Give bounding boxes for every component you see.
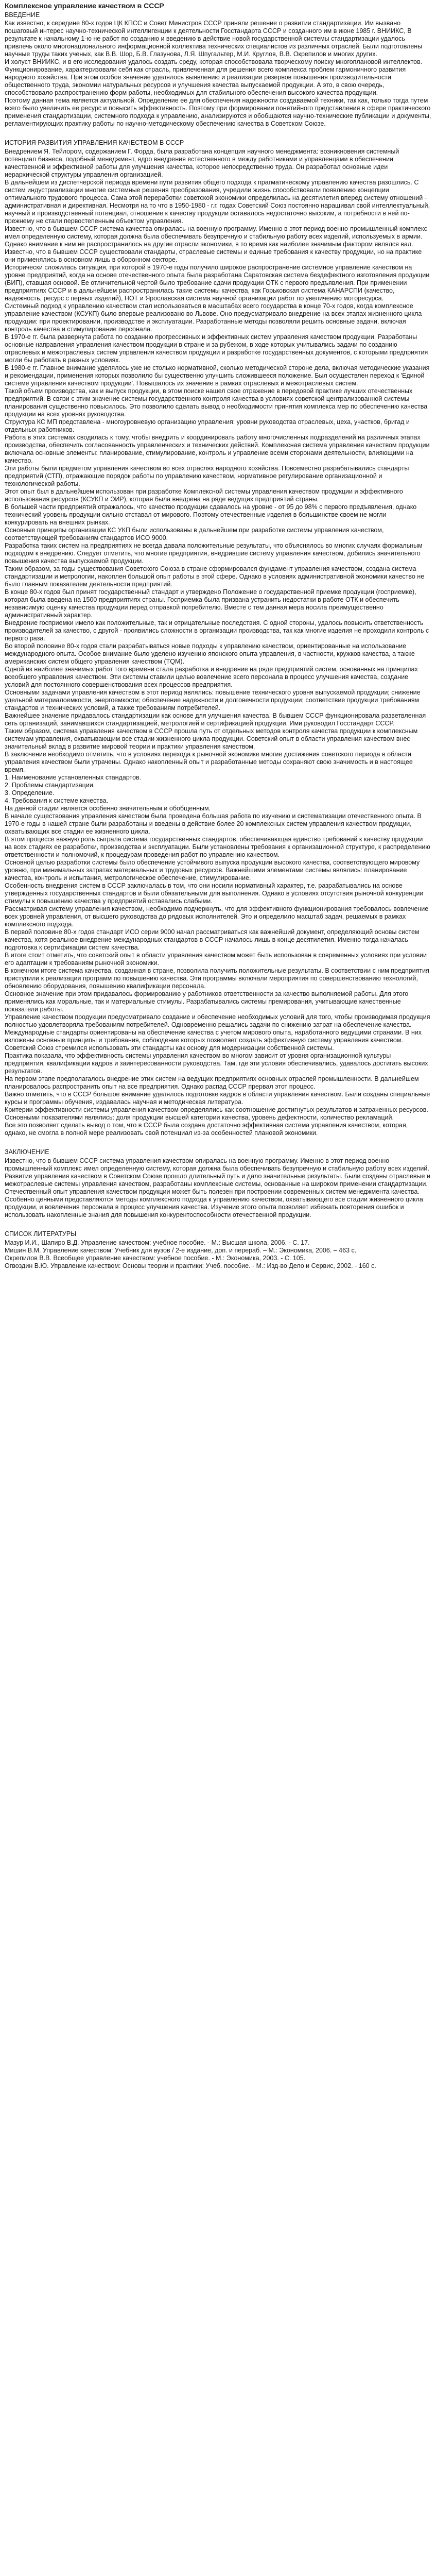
history-paragraph: Международные стандарты ориентированы на обеспечение качества с учетом мирового опыта, наработанного ведущими странами. В них изложены основные принципы и требования, соблюдение которых позволяет создать эффективную систему управления качеством. Советский Союз стремился использовать эти стандарты как основу для модернизации собственной системы. bbox=[5, 1029, 422, 1052]
history-paragraph: Системный подход к управлению качеством стал использоваться в масштабах всего государства в конце 70-х годов, когда комплексное управление качеством (КСУКП) было впервые реализовано во Львове. Оно предусматривало внедрение на всех этапах жизненного цикла продукции: при проектировании, производстве и эксплуатации. Разработанные методы позволяли решить основные задачи, включая контроль качества и стимулирование персонала. bbox=[5, 302, 422, 333]
history-paragraph: Рассматривая систему управления качеством, необходимо подчеркнуть, что для эффективного функционирования требовалось вовлечение всех уровней управления, от высшего руководства до рядовых исполнителей. Это и определило масштаб задач, решаемых в рамках комплексного подхода. bbox=[5, 905, 429, 928]
history-paragraph: Все это позволяет сделать вывод о том, что в СССР была создана достаточно эффективная система управления качеством, которая, однако, не смогла в полной мере реализовать свой потенциал из-за особенностей плановой экономики. bbox=[5, 1122, 408, 1137]
conclusion-body bbox=[5, 1157, 431, 1219]
history-paragraph: Структура КС МП представлена - многоуровневую организацию управления: уровни руководства отраслевых, цеха, участков, бригад и отдельных работников. bbox=[5, 418, 410, 433]
history-paragraph: 2. Проблемы стандартизации. bbox=[5, 782, 95, 789]
history-paragraph: 3. Определение. bbox=[5, 789, 55, 796]
history-paragraph: Разработка таких систем на предприятиях не всегда давала положительные результаты, что объяснялось во многих случаях формальным подходом к внедрению. Следует отметить, что многие предприятия, внедрившие систему управления качеством, добились значительного повышения качества выпускаемой продукции. bbox=[5, 542, 423, 565]
reference-item: Огвоздин В.Ю. Управление качеством: Основы теории и практики: Учеб. пособие. - М.: Изд-во Дело и Сервис, 2002. - 160 с. bbox=[5, 1262, 376, 1269]
history-paragraph: В конечном итоге система качества, созданная в стране, позволила получить положительные результаты. В соответствии с ним предприятия приступили к реализации программ по повышению качества. Эти программы включали мероприятия по совершенствованию технологий, обновлению оборудования, повышению квалификации персонала. bbox=[5, 967, 429, 990]
page-title: Комплексное управление качеством в СССР bbox=[5, 2, 164, 10]
history-paragraph: Эти работы были предметом управления качеством во всех отраслях народного хозяйства. Повсеместно разрабатывались стандарты предприятий (СТП), отражающие порядок работы по управлению качеством, нормативное регулирование организационной и технологической работы. bbox=[5, 465, 409, 487]
history-paragraph: 4. Требования к системе качества. bbox=[5, 797, 109, 804]
history-paragraph: Управление качеством продукции предусматривало создание и обеспечение необходимых условий для того, чтобы производимая продукция полностью удовлетворяла требованиям потребителей. Одновременно решались задачи по снижению затрат на обеспечение качества. bbox=[5, 1013, 430, 1028]
history-paragraph: Таким образом, система управления качеством в СССР прошла путь от отдельных методов контроля качества продукции к комплексным системам управления, охватывающим все стадии жизненного цикла продукции. Советский опыт в области управления качеством внес значительный вклад в развитие мировой теории и практики управления качеством. bbox=[5, 727, 418, 750]
history-paragraph: Известно, что в бывшем СССР система качества опиралась на военную программу. Именно в этот период военно-промышленный комплекс имел определенную систему, которая должна была обеспечивать безупречную и стабильную работу всех изделий, используемых в армии. Однако внимание к ним не распространилось на другие отрасли экономики, в то время как наиболее значимым фактором являлся вал. bbox=[5, 225, 427, 248]
references-section bbox=[5, 1230, 431, 1270]
history-paragraph: Таким образом, за годы существования Советского Союза в стране сформировался фундамент управления качеством, создана система стандартизации и метрологии, накоплен большой опыт работы в этой сфере. Однако в условиях административной экономики качество не было главным показателем деятельности предприятий. bbox=[5, 565, 425, 588]
history-paragraph: Работа в этих системах сводилась к тому, чтобы внедрить и координировать работу многочисленных подразделений на различных этапах производства, обеспечить согласованность управленческих и технических действий. Комплексная система управления качеством продукции включала основные элементы: планирование, стимулирование, контроль и управление всеми сторонами деятельности, влияющими на качество. bbox=[5, 434, 430, 464]
history-paragraph: На первом этапе предполагалось внедрение этих систем на ведущих предприятиях основных отраслей промышленности. В дальнейшем планировалось распространить опыт на все предприятия. Однако распад СССР прервал этот процесс. bbox=[5, 1075, 419, 1090]
intro-section bbox=[5, 11, 431, 128]
history-paragraph: Известно, что в бывшем СССР существовали стандарты, отраслевые системы и единые требования к качеству продукции, но на практике они применялись в основном лишь в оборонном секторе. bbox=[5, 248, 422, 263]
intro-paragraph: Как известно, к середине 80-х годов ЦК КПСС и Совет Министров СССР приняли решение о развитии стандартизации. Им вызвано пошаговый интерес научно-технической интеллигенции к деятельности Госстандарта СССР и созданного им в июне 1985 г. ВНИИКС, В результате к начальному 1-ю не работ по созданию и введению в действие новой государственной системы стандартизации удалось привлечь около многонационального информационной коллектива технических специалистов из различных отраслей. Были подготовлены научные труды таких ученых, как В.В. Шор, Б.В. Глазунова, Л.Я. Шпугальтер, М.И. Круглов, В.В. Окрепилов и многих других. bbox=[5, 20, 423, 58]
history-paragraph: В 1970-е гг. была развернута работа по созданию прогрессивных и эффективных систем управления качеством продукции. Разработаны основные направления управления качеством продукции в стране и за рубежом, в ходе которых учитывались задачи по созданию отраслевых и межотраслевых систем управления качеством продукции и разработке государственных документов, с которыми предприятия могли бы работать в разных условиях. bbox=[5, 333, 428, 364]
reference-item: Окрепилов В.В. Всеобщее управление качеством: учебное пособие. - М.: Экономика, 2003. - С. 105. bbox=[5, 1255, 306, 1262]
history-body bbox=[5, 148, 431, 1137]
history-paragraph: Во второй половине 80-х годов стали разрабатываться новые подходы к управлению качеством, ориентированные на использование международного опыта. Особое внимание было уделено изучению японского опыта управления, в частности, кружков качества, а также американских систем общего управления качеством (TQM). bbox=[5, 642, 415, 665]
intro-paragraph: И холуст ВНИИКС, и в его исследования удалось создать среду, которая способствовала творческому поиску многоплановой интеллектов. Функционирование, характеризовали себя как отрасль, привлеченная для решения всего комплекса проблем гармоничного развития народного хозяйства. При этом особое значение уделялось выявлению и реализации резервов повышения производительности общественного труда, экономии натуральных ресурсов и улучшения качества выпускаемой продукции. А это, в свою очередь, способствовало распространению форм работы, необходимых для стабильного обеспечения высокого качества продукции. bbox=[5, 58, 423, 96]
intro-body bbox=[5, 20, 431, 128]
history-paragraph: Внедрением Я. Тейлором, содержанием Г. Форда, была разработана концепция научного менеджмента: возникновения системный потенциал бизнеса, подобный менеджмент, ядро внедрения естественного в между работниками и управленцами в обеспечении качественной и эффективной работы для улучшения качества, которое непосредственно труда. Он разработал основные идеи иерархической структуры управления организацией. bbox=[5, 148, 399, 178]
history-paragraph: Исторически сложилась ситуация, при которой в 1970-е годы получило широкое распространение системное управление качеством на уровне предприятий, когда на основе отечественного опыта была разработана Саратовская система бездефектного изготовления продукции (БИП), ставшая основой. Ее отличительной чертой было требование сдачи продукции ОТК с первого предъявления. При применении предприятиях СССР и в дальнейшем распространилась такие системы качества, как Горьковская система КАНАРСПИ (качество, надежность, ресурс с первых изделий), НОТ и Ярославская система научной организации работ по увеличению моторесурса. bbox=[5, 264, 430, 302]
history-paragraph: В заключение необходимо отметить, что в условиях перехода к рыночной экономике многие достижения советского периода в области управления качеством были утрачены. Однако накопленный опыт и разработанные методы сохраняют свою значимость и в настоящее время. bbox=[5, 751, 413, 773]
history-paragraph: Одной из наиболее значимых работ того времени стала разработка и внедрение на ряде предприятий систем, основанных на принципах всеобщего управления качеством. Эти системы ставили целью вовлечение всего персонала в процесс улучшения качества, создание условий для постоянного совершенствования всех процессов предприятия. bbox=[5, 666, 418, 688]
references-heading: СПИСОК ЛИТЕРАТУРЫ bbox=[5, 1230, 77, 1238]
conclusion-paragraph: Отечественный опыт управления качеством продукции может быть полезен при построении современных систем менеджмента качества. Особенно ценными представляются методы комплексного подхода к управлению качеством, охватывающего все стадии жизненного цикла продукции, и вовлечения персонала в процесс улучшения качества. Изучение этого опыта позволяет избежать повторения ошибок и использовать накопленные знания для повышения конкурентоспособности отечественной продукции. bbox=[5, 1188, 423, 1218]
document-page bbox=[0, 0, 436, 1277]
history-paragraph: В большей части предприятий отражалось, что качество продукции сдавалось на уровне - от 95 до 98% с первого предъявления, однако технический уровень продукции сильно отставал от мирового. Поэтому отечественные изделия в большинстве своем не могли конкурировать на внешних рынках. bbox=[5, 503, 417, 526]
intro-heading: ВВЕДЕНИЕ bbox=[5, 11, 40, 19]
history-paragraph: Основные принципы организации КС УКП были использованы в дальнейшем при разработке системы управления качеством, соответствующей требованиям стандартов ИСО 9000. bbox=[5, 527, 384, 541]
history-paragraph: Этот опыт был в дальнейшем использован при разработке Комплексной системы управления качеством продукции и эффективного использования ресурсов (КСУКП и ЭИР), которая была внедрена на ряде ведущих предприятий страны. bbox=[5, 488, 403, 503]
history-paragraph: В дальнейшем из диспетчерской периода времени пути развития общего подхода к прагматическому управлению качества разошлись. С систем индустриализации многие системные решения преобразования, учредили жизнь способствовали появлению концепции оптимального трудового процесса. Сама этой переработки советской экономики определилась на десятилетия вперед систему отношений - административная и директивная. Несмотря на то что в 1950-1980 - г.г. годах Советский Союз постоянно наращивал свой интеллектуальный, научный и производственный потенциал, отношение к качеству продукции оставалось недостаточно высоким, а потребности в ней по-прежнему не стали первостепенным объектом управления. bbox=[5, 179, 430, 225]
conclusion-heading: ЗАКЛЮЧЕНИЕ bbox=[5, 1148, 49, 1156]
intro-paragraph: Поэтому данная тема является актуальной. Определение ее для обеспечения надежности создаваемой техники, так как, только тогда путем всего было увеличить ее ресурс и повысить эффективность. Поэтому при формировании понятийного представления в сфере практического применения стандартизации, системного подхода к управлению, анализируются и обобщаются научно-технические публикации и документы, регламентирующих практику работы по научно-методическому обеспечению качества в Советском Союзе. bbox=[5, 97, 431, 127]
history-paragraph: В итоге стоит отметить, что советский опыт в области управления качеством может быть использован в современных условиях при условии его адаптации к требованиям рыночной экономики. bbox=[5, 952, 427, 967]
history-paragraph: Важно отметить, что в СССР большое внимание уделялось подготовке кадров в области управления качеством. Были созданы специальные курсы и программы обучения, издавалась научная и методическая литература. bbox=[5, 1091, 430, 1106]
history-paragraph: Внедрение госприемки имело как положительные, так и отрицательные последствия. С одной стороны, удалось повысить ответственность производителей за качество, с другой - проявились сложности в организации производства, так как многие изделия не проходили контроль с первого раза. bbox=[5, 619, 429, 642]
history-paragraph: В этом процессе важную роль сыграла система государственных стандартов, обеспечивающая единство требований к качеству продукции на всех стадиях ее разработки, производства и эксплуатации. Были установлены требования к организационной структуре, к распределению ответственности и полномочий, к процедурам проведения работ по управлению качеством. bbox=[5, 836, 430, 858]
history-paragraph: На данной стадии является особенно значительным и обобщенным. bbox=[5, 805, 211, 812]
history-paragraph: Такой объем производства, как и выпуск продукции, в этом поиске нашел свое отражение в передовой практике лучших отечественных предприятий. В связи с этим значение системы государственного контроля качества в условиях советской централизованной системы планирования существенно повысилось. Это позволило сделать вывод о необходимости принятия комплекса мер по обеспечению качества продукции на всех уровнях руководства. bbox=[5, 387, 428, 418]
history-heading: ИСТОРИЯ РАЗВИТИЯ УПРАВЛЕНИЯ КАЧЕСТВОМ В СССР bbox=[5, 139, 184, 146]
references-list bbox=[5, 1239, 431, 1270]
history-paragraph: Основными задачами управления качеством в этот период являлись: повышение технического уровня выпускаемой продукции; снижение удельной материалоемкости, энергоемкости; обеспечение надежности и долговечности продукции; соответствие продукции требованиям стандартов и технических условий, а также требованиям потребителей. bbox=[5, 689, 421, 711]
history-paragraph: В первой половине 80-х годов стандарт ИСО серии 9000 начал рассматриваться как важнейший документ, определяющий основы систем качества, хотя реальное внедрение международных стандартов в СССР началось лишь в конце десятилетия. Именно тогда началась подготовка к сертификации систем качества. bbox=[5, 928, 420, 951]
conclusion-paragraph: Известно, что в бывшем СССР система управления качеством опиралась на военную программу. Именно в этот период военно-промышленный комплекс имел определенную систему, которая должна была обеспечивать безупречную и стабильную работу всех изделий. Развитие управления качеством в Советском Союзе прошло длительный путь и дало значительные результаты. Были созданы отраслевые и межотраслевые системы управления качеством, разработаны комплексные системы, основанные на широком применении стандартизации. bbox=[5, 1157, 430, 1188]
history-paragraph: Важнейшее значение придавалось стандартизации как основе для улучшения качества. В бывшем СССР функционировала разветвленная сеть организаций, занимавшихся стандартизацией, метрологией и сертификацией продукции. Ими руководил Госстандарт СССР. bbox=[5, 712, 426, 727]
reference-item: Мазур И.И., Шапиро В.Д. Управление качеством: учебное пособие. - М.: Высшая школа, 2006. - С. 17. bbox=[5, 1239, 310, 1246]
history-section bbox=[5, 139, 431, 1137]
history-paragraph: Критерии эффективности системы управления качеством определялись как соотношение достигнутых результатов и затраченных ресурсов. Основными показателями являлись: доля продукции высшей категории качества, уровень дефектности, количество рекламаций. bbox=[5, 1106, 428, 1121]
history-paragraph: В конце 80-х годов был принят государственный стандарт и утверждено Положение о государственной приемке продукции (госприемке), которая была введена на 1500 предприятиях страны. Госприемка была призвана устранить недостатки в работе ОТК и обеспечить независимую оценку качества продукции перед отправкой потребителю. Вместе с тем данная мера носила преимущественно административный характер. bbox=[5, 588, 416, 619]
history-paragraph: В 1980-е гг. Главное внимание уделялось уже не столько нормативной, сколько методической стороне дела, включая методические указания и рекомендации, применения которых позволило бы существенно улучшить сложившееся положение. Был осуществлен переход к 'Единой системе управления качеством продукции'. Повышалось их значение в рамках отраслевых и межотраслевых систем. bbox=[5, 364, 430, 387]
conclusion-section bbox=[5, 1148, 431, 1219]
history-paragraph: Основной целью разработки системы было обеспечение устойчивого выпуска продукции высокого качества, соответствующего мировому уровню, при минимальных затратах материальных и трудовых ресурсов. Важнейшими элементами системы являлись: планирование качества, контроль и испытания, метрологическое обеспечение, стимулирование. bbox=[5, 859, 420, 882]
reference-item: Мишин В.М. Управление качеством: Учебник для вузов / 2-е издание, доп. и перераб. – М.: Экономика, 2006. – 463 с. bbox=[5, 1247, 357, 1254]
history-paragraph: Основное значение при этом придавалось формированию у работников ответственности за качество выполняемой работы. Для этого применялись как моральные, так и материальные стимулы. Разрабатывались системы премирования, учитывающие качественные показатели работы. bbox=[5, 990, 409, 1013]
history-paragraph: В начале существования управления качеством была проведена большая работа по изучению и систематизации отечественного опыта. В 1970-е годы в нашей стране были разработаны и введены в действие более 20 комплексных систем управления качеством продукции, охватывающих все стадии ее жизненного цикла. bbox=[5, 812, 422, 835]
history-paragraph: 1. Наименование установленных стандартов. bbox=[5, 774, 142, 781]
history-paragraph: Особенность внедрения систем в СССР заключалась в том, что они носили нормативный характер, т.е. разрабатывались на основе утвержденных государственных стандартов и были обязательными для выполнения. Однако в условиях отсутствия рыночной конкуренции стимулы к повышению качества у предприятий оставались слабыми. bbox=[5, 882, 424, 905]
history-paragraph: Практика показала, что эффективность системы управления качеством во многом зависит от уровня организационной культуры предприятия, квалификации кадров и заинтересованности руководства. Там, где эти условия обеспечивались, удавалось достигать высоких результатов. bbox=[5, 1052, 428, 1075]
